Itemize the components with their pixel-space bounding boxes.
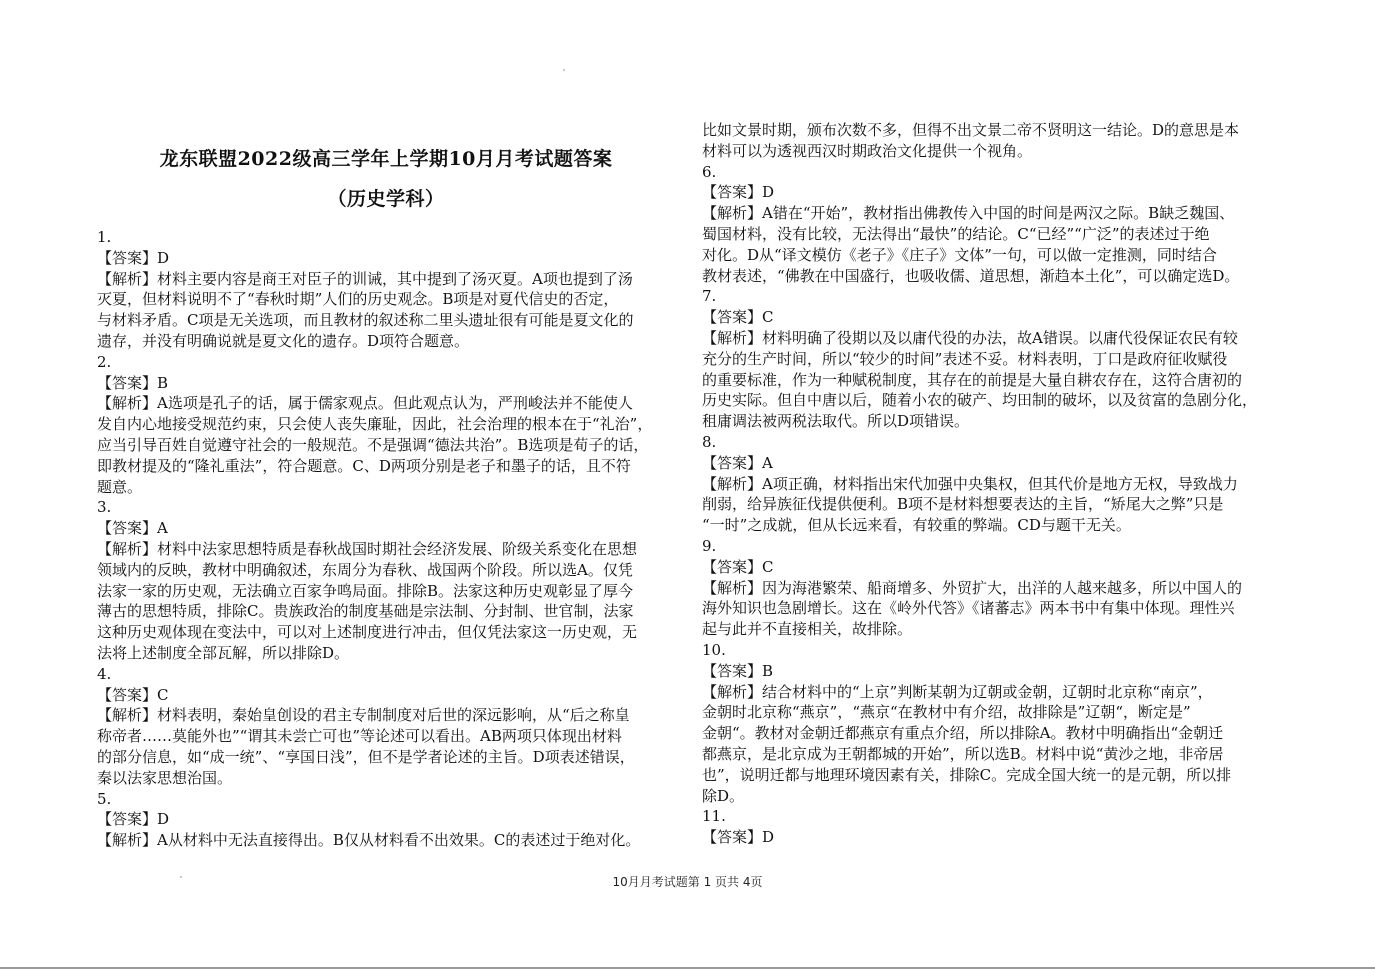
text-line: 起与此并不直接相关，故排除。 — [702, 620, 913, 639]
text-line: 应当引导百姓自觉遵守社会的一般规范。不是强调“德法共治”。B选项是荀子的话， — [97, 435, 649, 454]
text-line: 薄古的思想特质，排除C。贵族政治的制度基础是宗法制、分封制、世官制，法家 — [97, 602, 634, 621]
document-title: 龙东联盟2022级高三学年上学期10月月考试题答案 — [159, 148, 613, 170]
question-number: 4. — [97, 664, 112, 683]
answer-line: 【答案】D — [97, 248, 170, 267]
answer-line: 【答案】D — [97, 810, 170, 829]
analysis-line: 【解析】材料中法家思想特质是春秋战国时期社会经济发展、阶级关系变化在思想 — [97, 539, 638, 558]
text-line: 也”，说明迁都与地理环境因素有关，排除C。完成全国大统一的是元朝，所以排 — [702, 765, 1232, 784]
analysis-line: 【解析】A选项是孔子的话，属于儒家观点。但此观点认为，严刑峻法并不能使人 — [97, 394, 633, 413]
text-line: 都燕京，是北京成为王朝都城的开始”，所以选B。材料中说“黄沙之地，非帝居 — [702, 744, 1224, 763]
text-line: 海外知识也急剧增长。这在《岭外代答》《诸蕃志》两本书中有集中体现。理性兴 — [702, 599, 1235, 618]
left-column — [97, 227, 675, 851]
answer-line: 【答案】C — [702, 308, 774, 327]
text-line: 即教材提及的“隆礼重法”，符合题意。C、D两项分别是老子和墨子的话，且不符 — [97, 456, 631, 475]
analysis-line: 【解析】因为海港繁荣、船商增多、外贸扩大，出洋的人越来越多，所以中国人的 — [702, 578, 1243, 597]
analysis-line: 【解析】材料明确了役期以及以庸代役的办法，故A错误。以庸代役保证农民有较 — [702, 328, 1238, 347]
question-number: 3. — [97, 498, 112, 517]
bottom-rule — [0, 967, 1375, 969]
document-subtitle: （历史学科） — [327, 188, 445, 210]
text-line: 法将上述制度全部瓦解，所以排除D。 — [97, 643, 350, 662]
text-line: 秦以法家思想治国。 — [97, 768, 233, 787]
answer-line: 【答案】D — [702, 183, 775, 202]
question-number: 10. — [702, 640, 726, 659]
analysis-line: 【解析】材料表明，秦始皇创设的君主专制制度对后世的深远影响，从“后之称皇 — [97, 706, 630, 725]
text-line: 题意。 — [97, 477, 143, 496]
analysis-line: 【解析】材料主要内容是商王对臣子的训诫，其中提到了汤灭夏。A项也提到了汤 — [97, 269, 633, 288]
question-number: 9. — [702, 536, 717, 555]
answer-line: 【答案】C — [702, 557, 774, 576]
answer-line: 【答案】A — [97, 519, 168, 538]
answer-line: 【答案】B — [702, 661, 774, 680]
answer-line: 【答案】A — [702, 453, 773, 472]
page-footer: 10月月考试题第 1 页共 4页 — [612, 875, 763, 889]
text-line: 除D。 — [702, 786, 745, 805]
question-number: 8. — [702, 432, 717, 451]
text-line: 削弱，给异族征伐提供便利。B项不是材料想要表达的主旨，“矫尾大之弊”只是 — [702, 495, 1224, 514]
text-line: 与材料矛盾。C项是无关选项，而且教材的叙述称二里头遗址很有可能是夏文化的 — [97, 311, 634, 330]
text-line: 发自内心地接受规范约束，只会使人丧失廉耻，因此，社会治理的根本在于“礼治”， — [97, 415, 653, 434]
text-line: 金朝时北京称“燕京”，“燕京“在教材中有介绍，故排除是”辽朝“，断定是” — [702, 703, 1191, 722]
question-number: 5. — [97, 789, 112, 808]
text-line: 领域内的反映，教材中明确叙述，东周分为春秋、战国两个阶段。所以选A。仅凭 — [97, 560, 633, 579]
question-number: 6. — [702, 162, 717, 181]
analysis-line: 【解析】结合材料中的“上京”判断某朝为辽朝或金朝，辽朝时北京称“南京”， — [702, 682, 1213, 701]
text-line: 历史实际。但自中唐以后，随着小农的破产、均田制的破坏，以及贫富的急剧分化， — [702, 391, 1258, 410]
answer-line: 【答案】D — [702, 828, 775, 847]
text-line: 称帝者……莫能外也”“谓其未尝亡可也”等论述可以看出。AB两项只体现出材料 — [97, 727, 622, 746]
text-line: 金朝“。教材对金朝迁都燕京有重点介绍，所以排除A。教材中明确指出“金朝迁 — [702, 724, 1224, 743]
text-line: 这种历史观体现在变法中，可以对上述制度进行冲击，但仅凭法家这一历史观，无 — [97, 623, 638, 642]
text-line: “一时”之成就，但从长远来看，有较重的弊端。CD与题干无关。 — [702, 516, 1131, 535]
text-line: 比如文景时期，颁布次数不多，但得不出文景二帝不贤明这一结论。D的意思是本 — [702, 121, 1240, 139]
analysis-line: 【解析】A从材料中无法直接得出。B仅从材料看不出效果。C的表述过于绝对化。 — [97, 831, 641, 850]
text-line: 租庸调法被两税法取代。所以D项错误。 — [702, 412, 970, 431]
text-line: 充分的生产时间，所以“较少的时间”表述不妥。材料表明，丁口是政府征收赋役 — [702, 349, 1228, 368]
text-line: 对化。D从“译文模仿《老子》《庄子》文体”一句，可以做一定推测，同时结合 — [702, 245, 1217, 264]
answer-line: 【答案】B — [97, 373, 169, 392]
text-line: 的重要标准，作为一种赋税制度，其存在的前提是大量自耕农存在，这符合唐初的 — [702, 370, 1243, 389]
question-number: 7. — [702, 287, 717, 306]
text-line: 材料可以为透视西汉时期政治文化提供一个视角。 — [702, 141, 1033, 160]
text-line: 灭夏，但材料说明不了“春秋时期”人们的历史观念。B项是对夏代信史的否定， — [97, 290, 619, 309]
answer-line: 【答案】C — [97, 685, 169, 704]
question-number: 11. — [702, 807, 726, 826]
right-column — [702, 120, 1280, 848]
text-line: 蜀国材料，没有比较，无法得出“最快”的结论。C“已经”“广泛”的表述过于绝 — [702, 224, 1210, 243]
text-line: 的部分信息，如“成一统”、“享国日浅”，但不是学者论述的主旨。D项表述错误， — [97, 747, 635, 766]
text-line: 法家一家的历史观，无法确立百家争鸣局面。排除B。法家这种历史观彰显了厚今 — [97, 581, 634, 600]
text-line: 教材表述，“佛教在中国盛行，也吸收儒、道思想，渐趋本土化”，可以确定选D。 — [702, 266, 1240, 285]
scan-speck — [563, 69, 565, 71]
analysis-line: 【解析】A项正确，材料指出宋代加强中央集权，但其代价是地方无权，导致战力 — [702, 474, 1238, 493]
text-line: 遗存，并没有明确说就是夏文化的遗存。D项符合题意。 — [97, 331, 470, 350]
question-number: 1. — [97, 228, 112, 246]
question-number: 2. — [97, 352, 112, 371]
analysis-line: 【解析】A错在“开始”，教材指出佛教传入中国的时间是两汉之际。B缺乏魏国、 — [702, 204, 1235, 223]
